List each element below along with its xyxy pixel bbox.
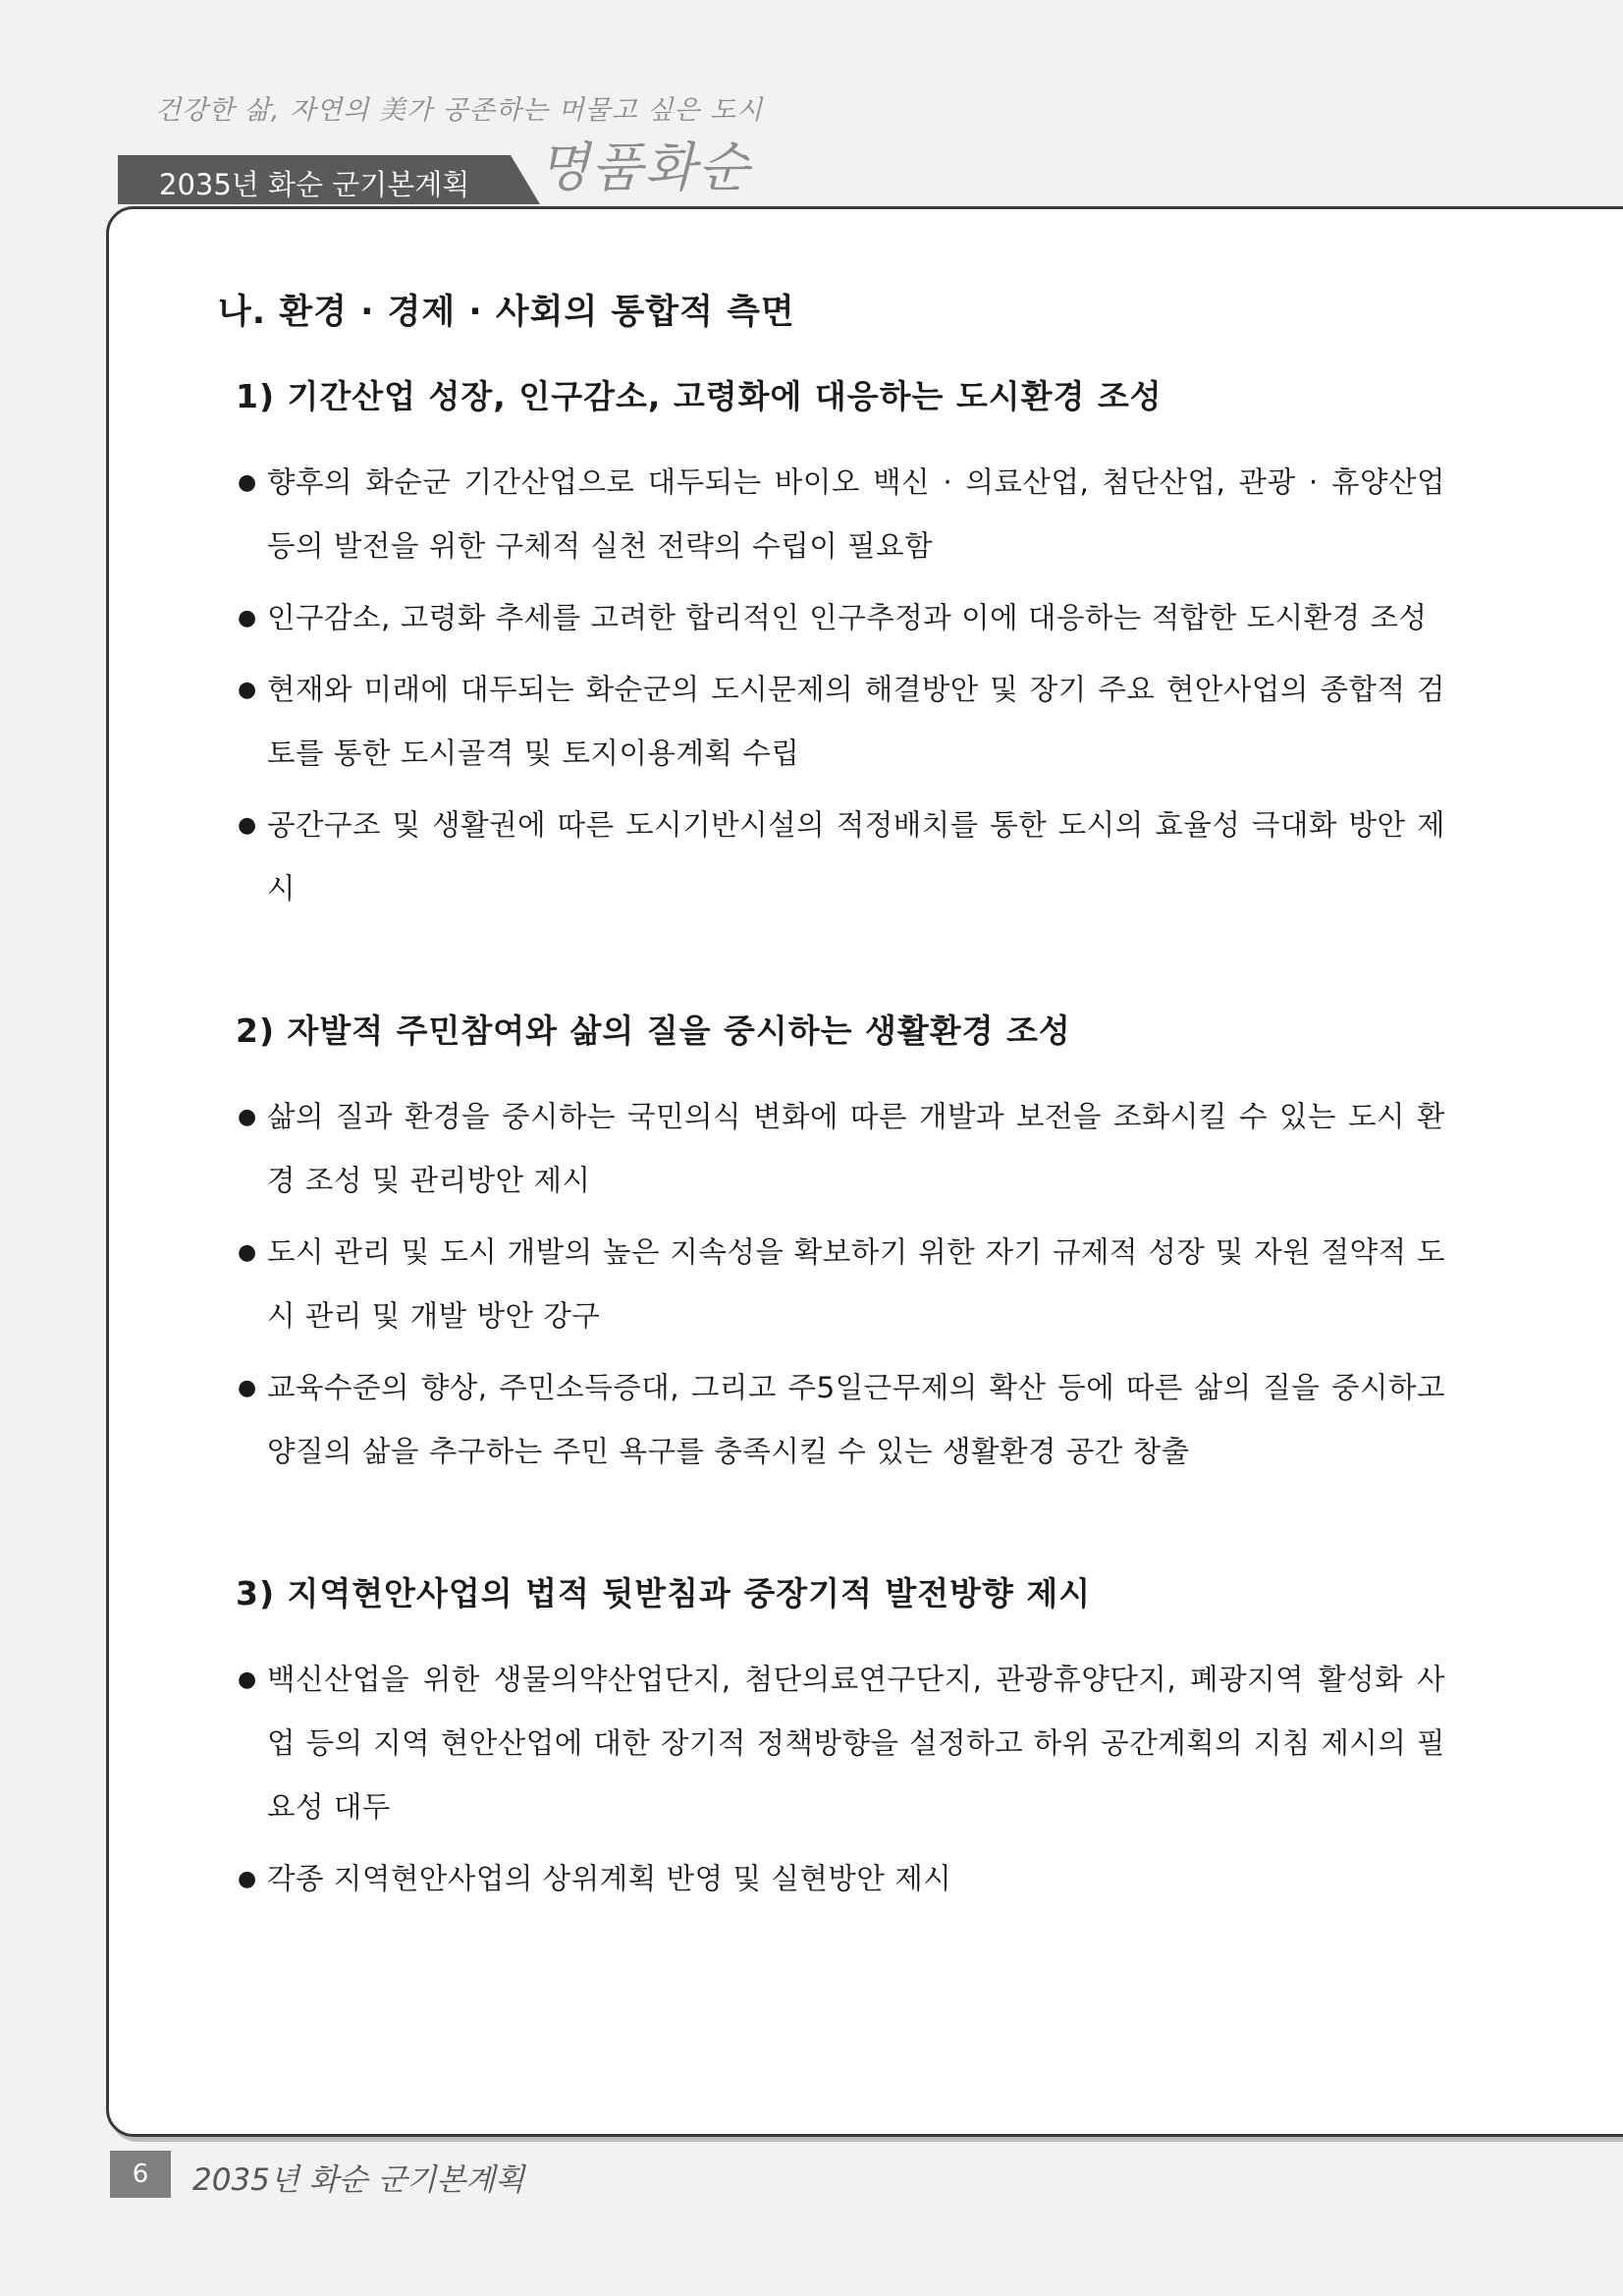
main-content xyxy=(218,285,1445,1919)
bullet-icon: ● xyxy=(238,1240,257,1265)
bullet-icon: ● xyxy=(238,1667,257,1692)
bullet-icon: ● xyxy=(238,678,257,702)
bullet-icon: ● xyxy=(238,470,257,495)
list-item-text: 도시 관리 및 도시 개발의 높은 지속성을 확보하기 위한 자기 규제적 성장 및 자원 절약적 도시 관리 및 개발 방안 강구 xyxy=(267,1235,1445,1333)
subsection-2 xyxy=(218,1006,1445,1484)
list-item-text: 교육수준의 향상, 주민소득증대, 그리고 주5일근무제의 확산 등에 따른 삶의 질을 중시하고 양질의 삶을 추구하는 주민 욕구를 충족시킬 수 있는 생활환경 공간 창출 xyxy=(267,1371,1445,1468)
list-item xyxy=(218,1847,1445,1911)
list-item-text: 인구감소, 고령화 추세를 고려한 합리적인 인구추정과 이에 대응하는 적합한 도시환경 조성 xyxy=(267,601,1428,634)
list-item xyxy=(218,1648,1445,1839)
bullet-icon: ● xyxy=(238,1867,257,1891)
list-item xyxy=(218,586,1445,650)
header-tab xyxy=(118,155,540,204)
list-item-text: 삶의 질과 환경을 중시하는 국민의식 변화에 따른 개발과 보전을 조화시킬 수 있는 도시 환경 조성 및 관리방안 제시 xyxy=(267,1100,1445,1197)
subsection-title: 2) 자발적 주민참여와 삶의 질을 중시하는 생활환경 조성 xyxy=(236,1011,1071,1050)
list-item xyxy=(218,1221,1445,1348)
bullet-list xyxy=(218,1648,1445,1911)
list-item xyxy=(218,451,1445,578)
bullet-icon: ● xyxy=(238,813,257,838)
list-item xyxy=(218,658,1445,786)
list-item xyxy=(218,793,1445,921)
bullet-icon: ● xyxy=(238,1376,257,1400)
list-item-text: 공간구조 및 생활권에 따른 도시기반시설의 적정배치를 통한 도시의 효율성 극대화 방안 제시 xyxy=(267,808,1445,905)
slogan: 건강한 삶, 자연의 美가 공존하는 머물고 싶은 도시 xyxy=(155,95,764,126)
logo: 명품화순 xyxy=(538,137,751,198)
list-item-text: 현재와 미래에 대두되는 화순군의 도시문제의 해결방안 및 장기 주요 현안사업의 종합적 검토를 통한 도시골격 및 토지이용계획 수립 xyxy=(267,673,1445,770)
footer-title: 2035년 화순 군기본계획 xyxy=(192,2162,525,2198)
page-number: 6 xyxy=(110,2151,171,2198)
bullet-list xyxy=(218,451,1445,921)
list-item xyxy=(218,1356,1445,1484)
bullet-icon: ● xyxy=(238,606,257,630)
subsection-title: 3) 지역현안사업의 법적 뒷받침과 중장기적 발전방향 제시 xyxy=(236,1574,1092,1613)
list-item-text: 각종 지역현안사업의 상위계획 반영 및 실현방안 제시 xyxy=(267,1862,952,1895)
subsection-1 xyxy=(218,371,1445,921)
section-title: 나. 환경 · 경제 · 사회의 통합적 측면 xyxy=(218,293,795,332)
plan-title: 2035년 화순 군기본계획 xyxy=(159,168,470,201)
bullet-list xyxy=(218,1085,1445,1484)
subsection-title: 1) 기간산업 성장, 인구감소, 고령화에 대응하는 도시환경 조성 xyxy=(236,377,1163,415)
bullet-icon: ● xyxy=(238,1105,257,1129)
list-item-text: 백신산업을 위한 생물의약산업단지, 첨단의료연구단지, 관광휴양단지, 폐광지역 활성화 사업 등의 지역 현안산업에 대한 장기적 정책방향을 설정하고 하위 공간계획의 지침 제시의 필요성 대두 xyxy=(267,1663,1445,1824)
list-item-text: 향후의 화순군 기간산업으로 대두되는 바이오 백신 · 의료산업, 첨단산업, 관광 · 휴양산업 등의 발전을 위한 구체적 실천 전략의 수립이 필요함 xyxy=(267,465,1445,563)
subsection-3 xyxy=(218,1568,1445,1911)
list-item xyxy=(218,1085,1445,1213)
